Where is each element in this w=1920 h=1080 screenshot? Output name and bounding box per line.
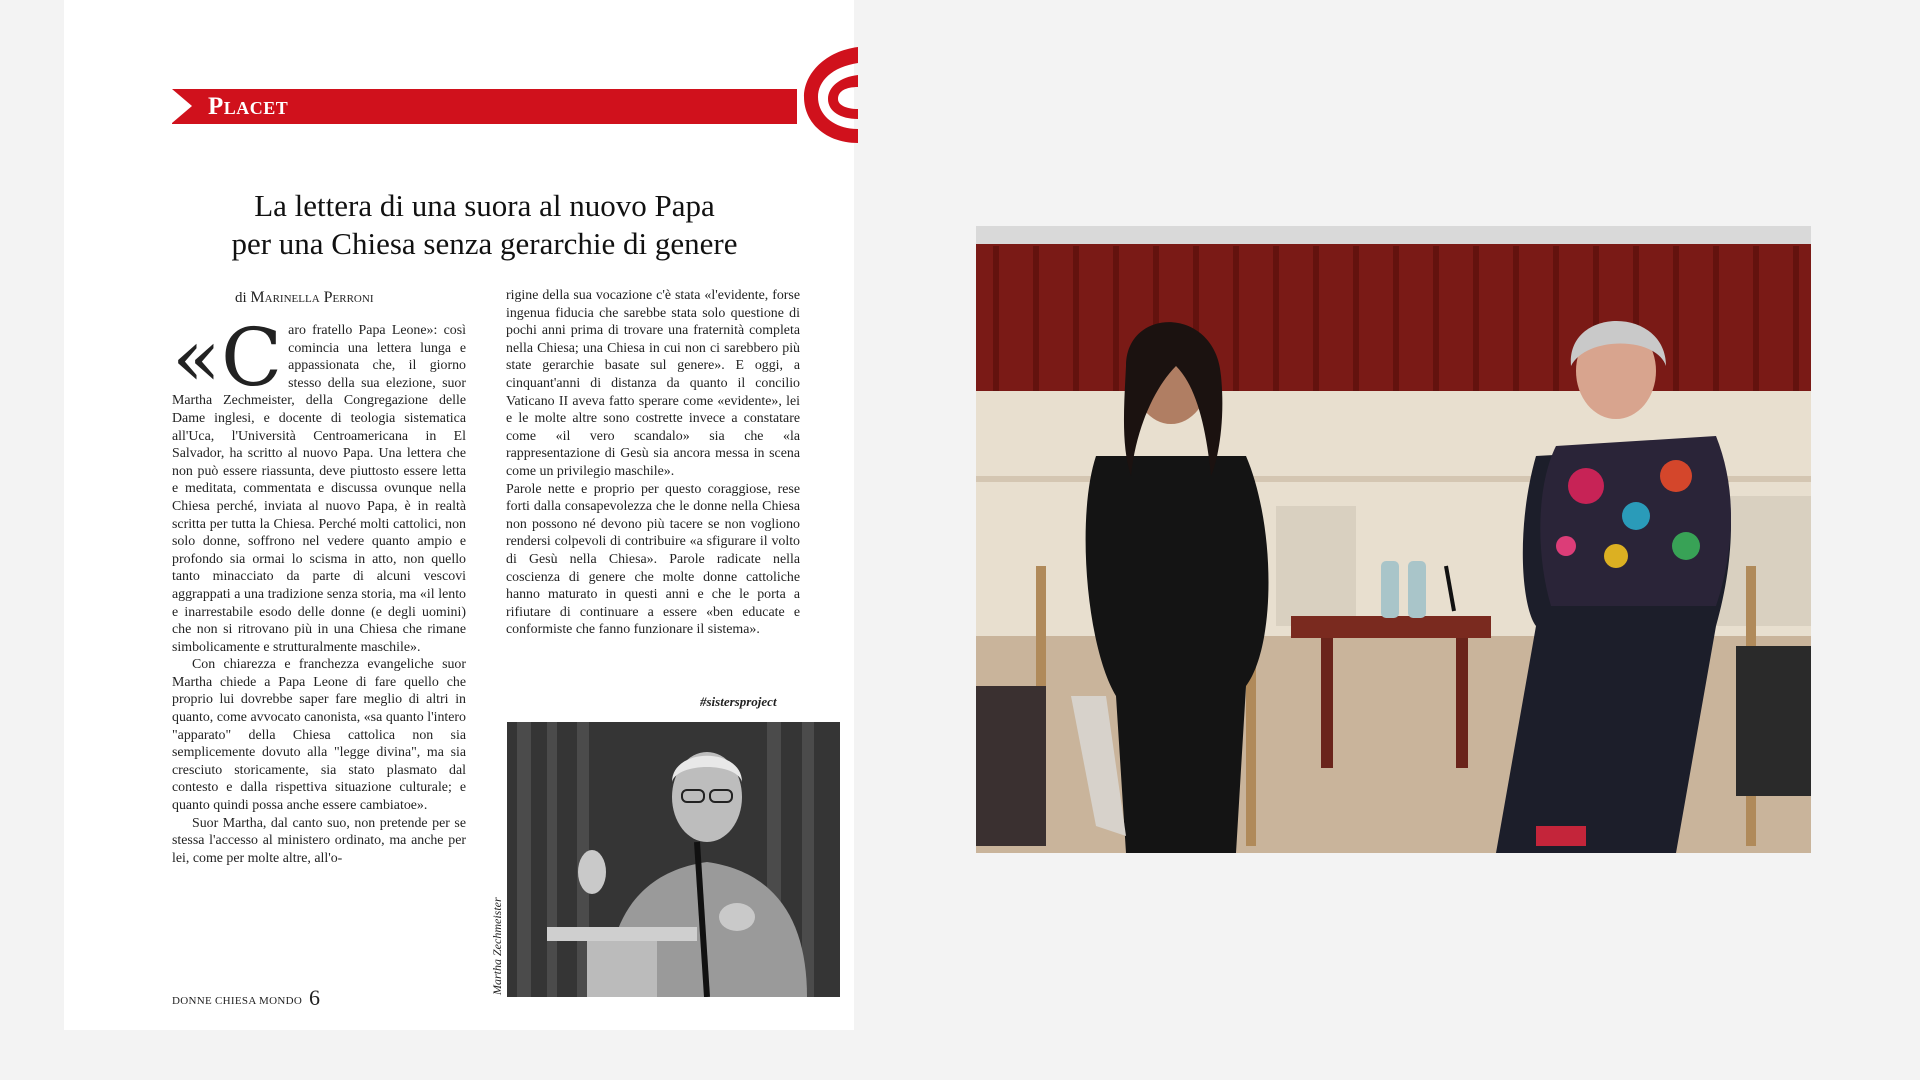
article-column-2 [506,287,800,639]
article-headline [172,187,797,263]
event-photo [976,226,1811,853]
byline [235,289,373,307]
paragraph: rigine della sua vocazione c'è stata «l'evidente, forse ingenua fiducia che sarebbe stata solo questione di pochi anni prima di trovare una fraternità completa nella Chiesa; una Chiesa in cui non ci sarebbero più state gerarchie basate sul genere». E oggi, a cinquant'anni di distanza da quanto il concilio Vaticano II aveva fatto sperare come «evidente», lei e le molte altre sono costrette invece a constatare come «il vero scandalo» sia che «la rappresentazione di Gesù sia ancora messa in scena come un privilegio maschile». [506,288,800,479]
drop-cap: «C [172,311,283,404]
photo-caption: Martha Zechmeister [490,897,504,995]
paragraph-text: aro fratello Papa Leone»: così comincia una lettera lunga e appassionata che, il giorno stesso della sua elezione, suor Martha Zechmeister, della Congregazione delle Dame inglesi, e docente di teologia sistematica all'Uca, l'Università Centroamericana in El Salvador, ha scritto al nuovo Papa. Una lettera che non può essere riassunta, deve piuttosto essere letta e meditata, commentata e discussa ovunque nella Chiesa perché, inviata al nuovo Papa, è in realtà scritta per tutta la Chiesa. Perché molti cattolici, non solo donne, soffrono nel vedere quanto ampio e profondo sia ormai lo scisma in atto, non quello tanto minacciato da parte di alcuni vescovi aggrappati a una tradizione senza storia, ma «il lento e inarrestabile esodo delle donne (e degli uomini) che non si ritrovano più in una Chiesa che rimane simbolicamente e strutturalmente maschile». [172,323,466,655]
byline-prefix: di [235,290,247,306]
banner-notch [172,89,192,123]
byline-author: Marinella Perroni [250,289,374,306]
paragraph: Suor Martha, dal canto suo, non pretende per se stessa l'accesso al ministero ordinato, ma anche per lei, come per molte altre, all'o- [172,815,466,866]
headline-line-2: per una Chiesa senza gerarchie di genere [231,226,738,261]
paragraph [172,311,466,656]
paragraph: Parole nette e proprio per questo coraggiose, rese forti dalla consapevolezza che le donne nella Chiesa non possono né devono più tacere se non vogliono rendersi colpevoli di contribuire «a sfigurare il volto di Gesù nella Chiesa». Parole radicate nella coscienza di genere che molte donne cattoliche hanno maturato in questi anni e che le porta a rifiutare di continuare a essere «ben educate e conformiste che fanno funzionare il sistema». [506,481,800,638]
magazine-name: DONNE CHIESA MONDO [172,995,303,1007]
article-column-1 [172,311,466,867]
paragraph: Con chiarezza e franchezza evangeliche suor Martha chiede a Papa Leone di fare quello che proprio lui dovrebbe saper fare meglio di altri in quanto, come avvocato canonista, «sa quanto l'intero "apparato" della Chiesa cattolica non sia semplicemente dovuto alla "legge divina", ma sia cresciuto storicamente, sia stato plasmato dal contesto e dalla rispettiva situazione culturale; e quanto quindi possa anche essere cambiatoe». [172,657,466,814]
speaker-photo [507,722,840,997]
hashtag: #sistersproject [700,694,777,709]
headline-line-1: La lettera di una suora al nuovo Papa [254,188,715,223]
magazine-logo-icon [798,45,858,145]
page-number: 6 [309,985,320,1010]
section-label: Placet [208,93,289,120]
